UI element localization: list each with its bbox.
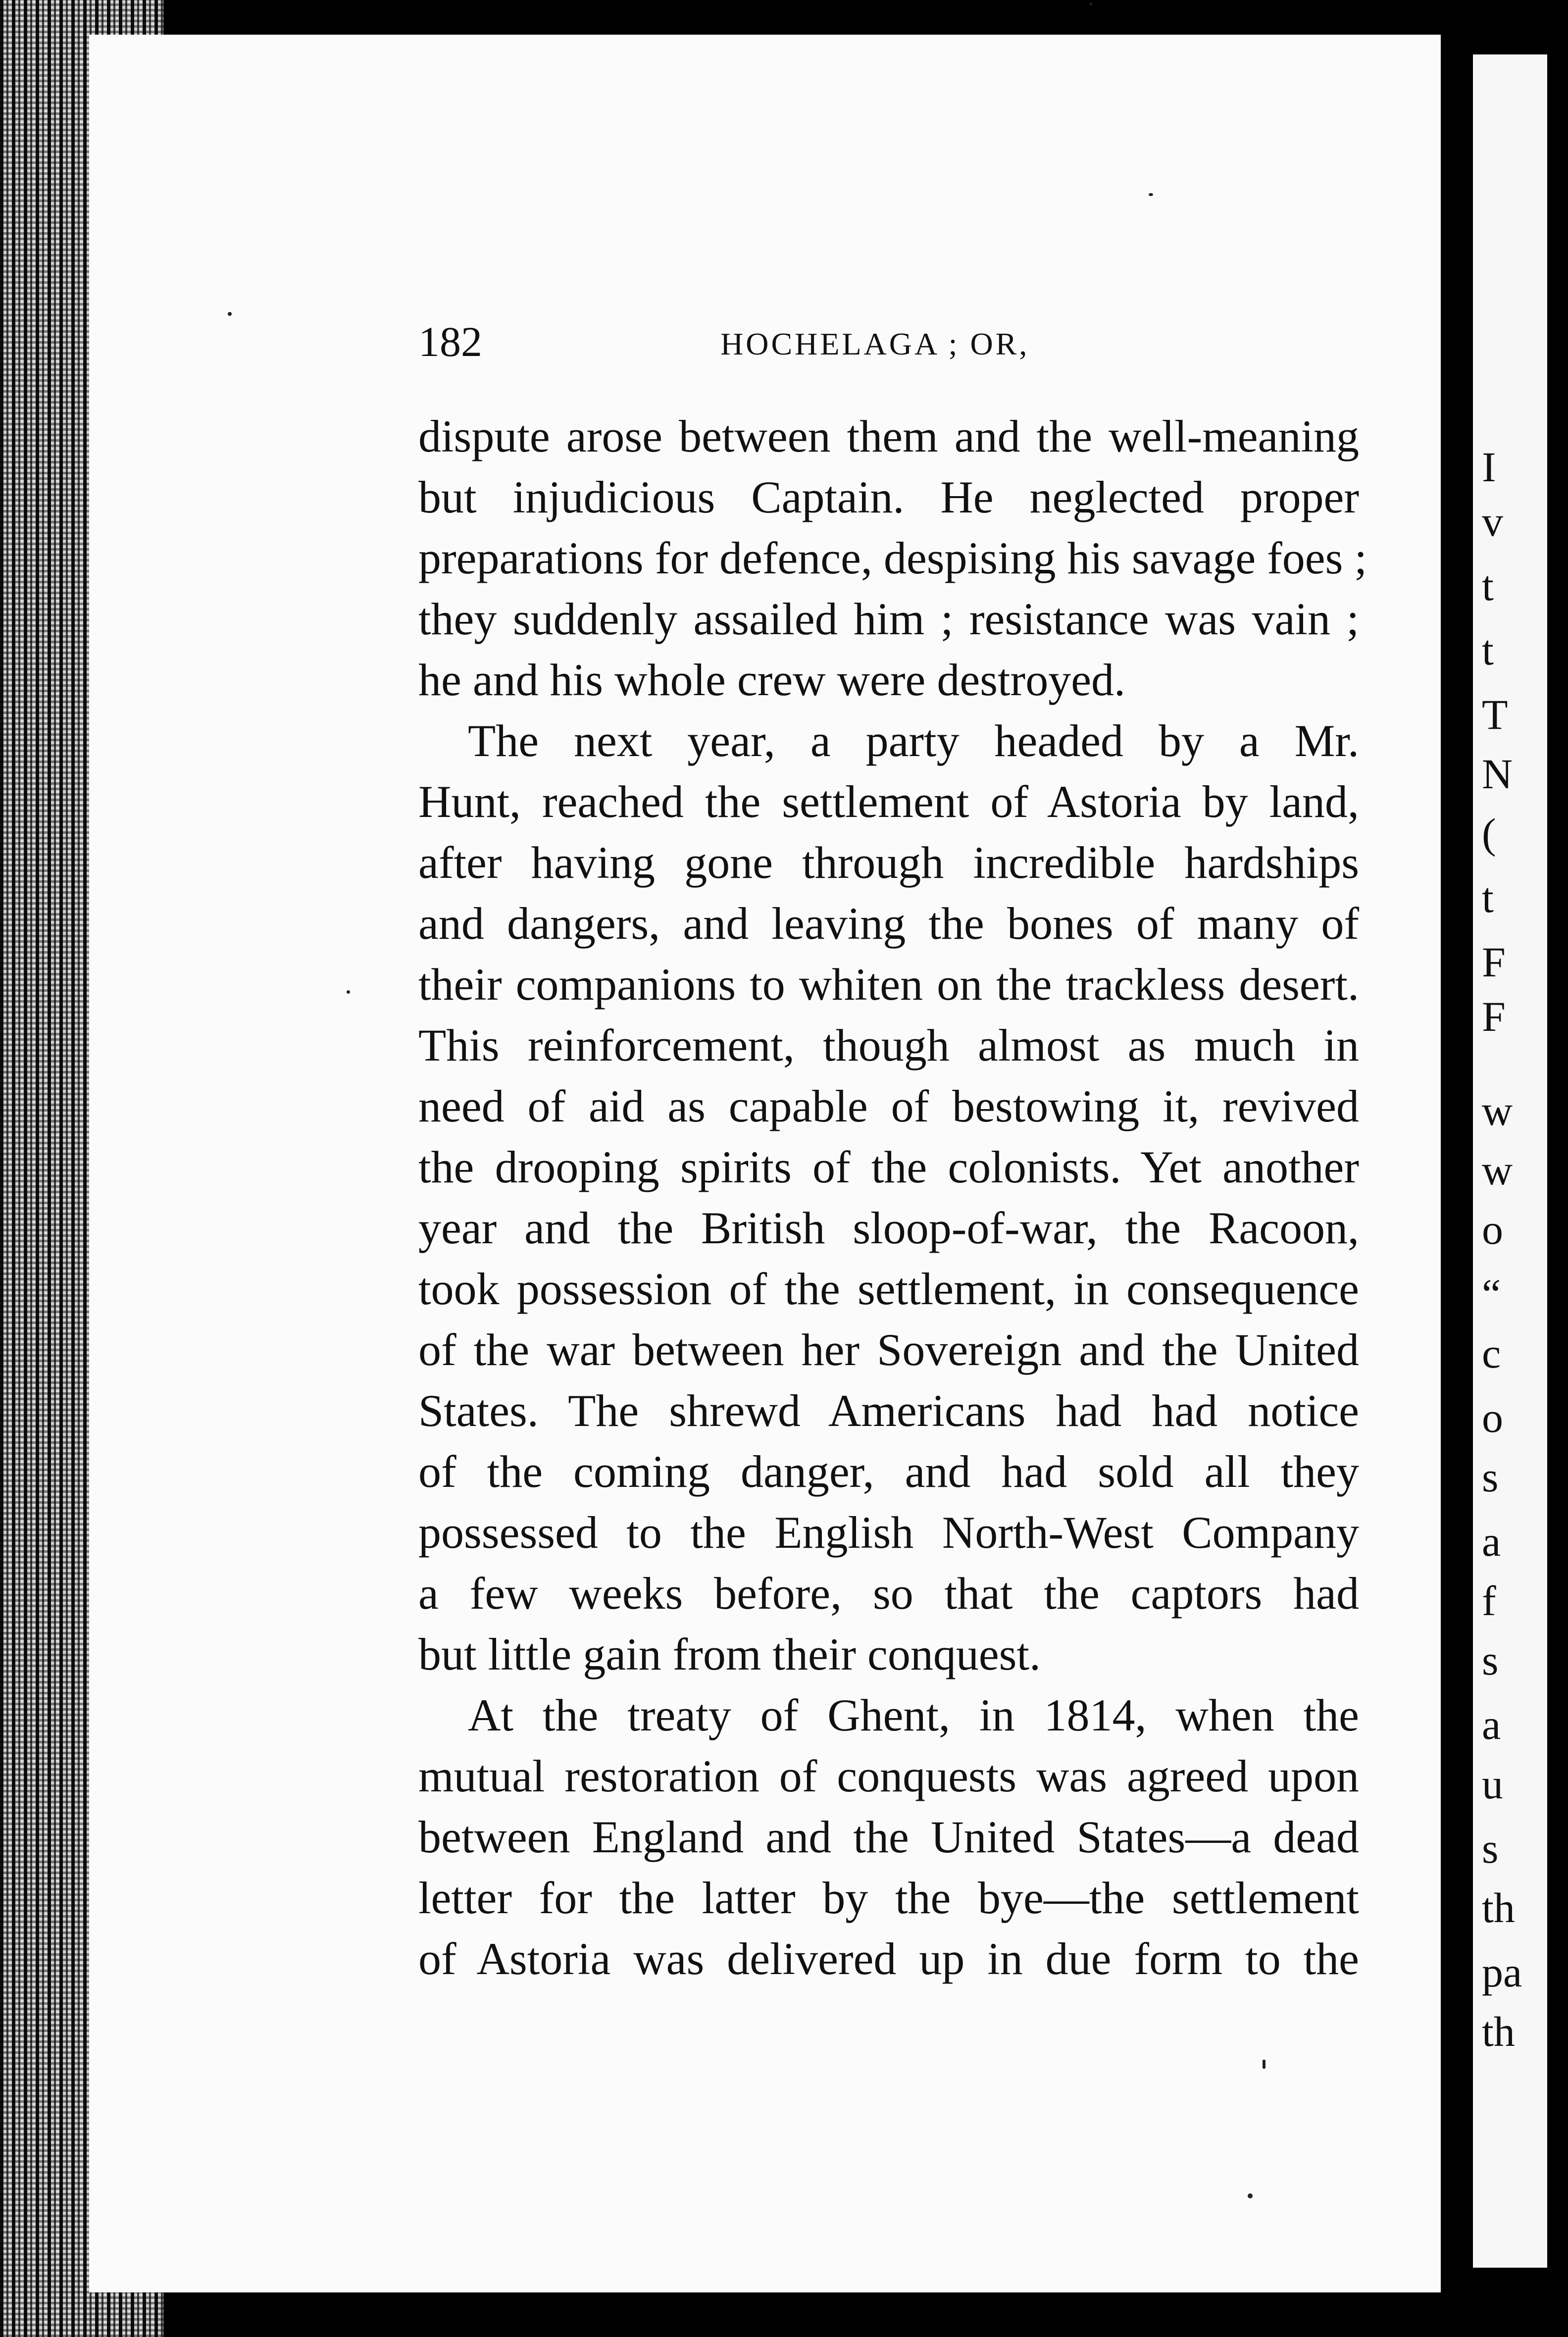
- facing-page-fragment: c: [1482, 1329, 1501, 1377]
- text-line: need of aid as capable of bestowing it, revived: [418, 1081, 1359, 1131]
- facing-page-fragment: N: [1482, 750, 1513, 798]
- text-line: took possession of the settlement, in consequence: [418, 1264, 1359, 1314]
- text-line: possessed to the English North-West Company: [418, 1507, 1359, 1558]
- facing-page-fragment: F: [1482, 993, 1506, 1040]
- text-line: Hunt, reached the settlement of Astoria by land,: [418, 776, 1359, 827]
- facing-page-fragment: (: [1482, 810, 1496, 857]
- facing-page-fragment: o: [1482, 1206, 1503, 1253]
- body-text: [418, 406, 1367, 1989]
- facing-page-fragment: v: [1482, 498, 1503, 545]
- text-line: mutual restoration of conquests was agreed upon: [418, 1751, 1359, 1801]
- facing-page-fragment: w: [1482, 1146, 1513, 1194]
- text-line: The next year, a party headed by a Mr.: [468, 715, 1359, 766]
- facing-page-fragment: s: [1482, 1636, 1499, 1684]
- running-title: HOCHELAGA ; OR,: [720, 326, 1030, 361]
- text-line: but injudicious Captain. He neglected proper: [418, 472, 1359, 522]
- facing-page-fragment: pa: [1482, 1948, 1522, 1996]
- page-number: 182: [418, 318, 482, 365]
- ink-speck: [1263, 2060, 1265, 2069]
- text-line: after having gone through incredible hardships: [418, 837, 1359, 888]
- text-line: and dangers, and leaving the bones of many of: [418, 898, 1359, 949]
- facing-page-fragment: s: [1482, 1825, 1499, 1872]
- text-line: between England and the United States—a dead: [418, 1812, 1359, 1862]
- facing-page-fragment: T: [1482, 691, 1508, 738]
- ink-speck: [347, 990, 350, 994]
- facing-page-fragment: a: [1482, 1518, 1501, 1565]
- ink-speck: [1089, 2, 1092, 5]
- text-line: States. The shrewd Americans had had notice: [418, 1385, 1359, 1436]
- text-line: he and his whole crew were destroyed.: [418, 655, 1126, 705]
- facing-page-edge: [1473, 54, 1547, 2268]
- text-line: This reinforcement, though almost as much in: [418, 1020, 1359, 1070]
- facing-page-fragment: t: [1482, 626, 1494, 674]
- text-line: a few weeks before, so that the captors had: [418, 1568, 1359, 1619]
- facing-page-fragment: a: [1482, 1701, 1501, 1748]
- text-line: year and the British sloop-of-war, the Racoon,: [418, 1203, 1359, 1253]
- text-line: they suddenly assailed him ; resistance was vain ;: [418, 594, 1359, 644]
- ink-speck: [1149, 193, 1153, 196]
- facing-page-fragment: t: [1482, 874, 1494, 921]
- text-line: of the coming danger, and had sold all they: [418, 1446, 1359, 1497]
- facing-page-fragment: o: [1482, 1394, 1503, 1441]
- facing-page-fragment: u: [1482, 1760, 1503, 1808]
- text-line: of Astoria was delivered up in due form to the: [418, 1933, 1359, 1984]
- page-header: [418, 317, 1349, 366]
- facing-page-fragment: F: [1482, 938, 1506, 986]
- text-line: their companions to whiten on the trackless desert.: [418, 959, 1359, 1010]
- text-line: dispute arose between them and the well-meaning: [418, 411, 1359, 461]
- facing-page-fragment: f: [1482, 1577, 1496, 1625]
- facing-page-fragment: th: [1482, 2008, 1515, 2055]
- text-line: letter for the latter by the bye—the settlement: [418, 1873, 1359, 1923]
- facing-page-fragment: t: [1482, 562, 1494, 610]
- text-line: of the war between her Sovereign and the United: [418, 1324, 1359, 1375]
- ink-speck: [228, 312, 232, 316]
- facing-page-fragment: th: [1482, 1884, 1515, 1931]
- text-line: At the treaty of Ghent, in 1814, when the: [468, 1690, 1359, 1740]
- facing-page-fragment: s: [1482, 1453, 1499, 1501]
- facing-page-fragment: I: [1482, 443, 1496, 491]
- ink-speck: [1248, 2193, 1253, 2198]
- text-line: preparations for defence, despising his savage foes ;: [418, 533, 1367, 583]
- text-line: but little gain from their conquest.: [418, 1629, 1041, 1679]
- text-line: the drooping spirits of the colonists. Yet another: [418, 1142, 1359, 1192]
- facing-page-fragment: “: [1482, 1270, 1501, 1318]
- facing-page-fragment: w: [1482, 1087, 1513, 1134]
